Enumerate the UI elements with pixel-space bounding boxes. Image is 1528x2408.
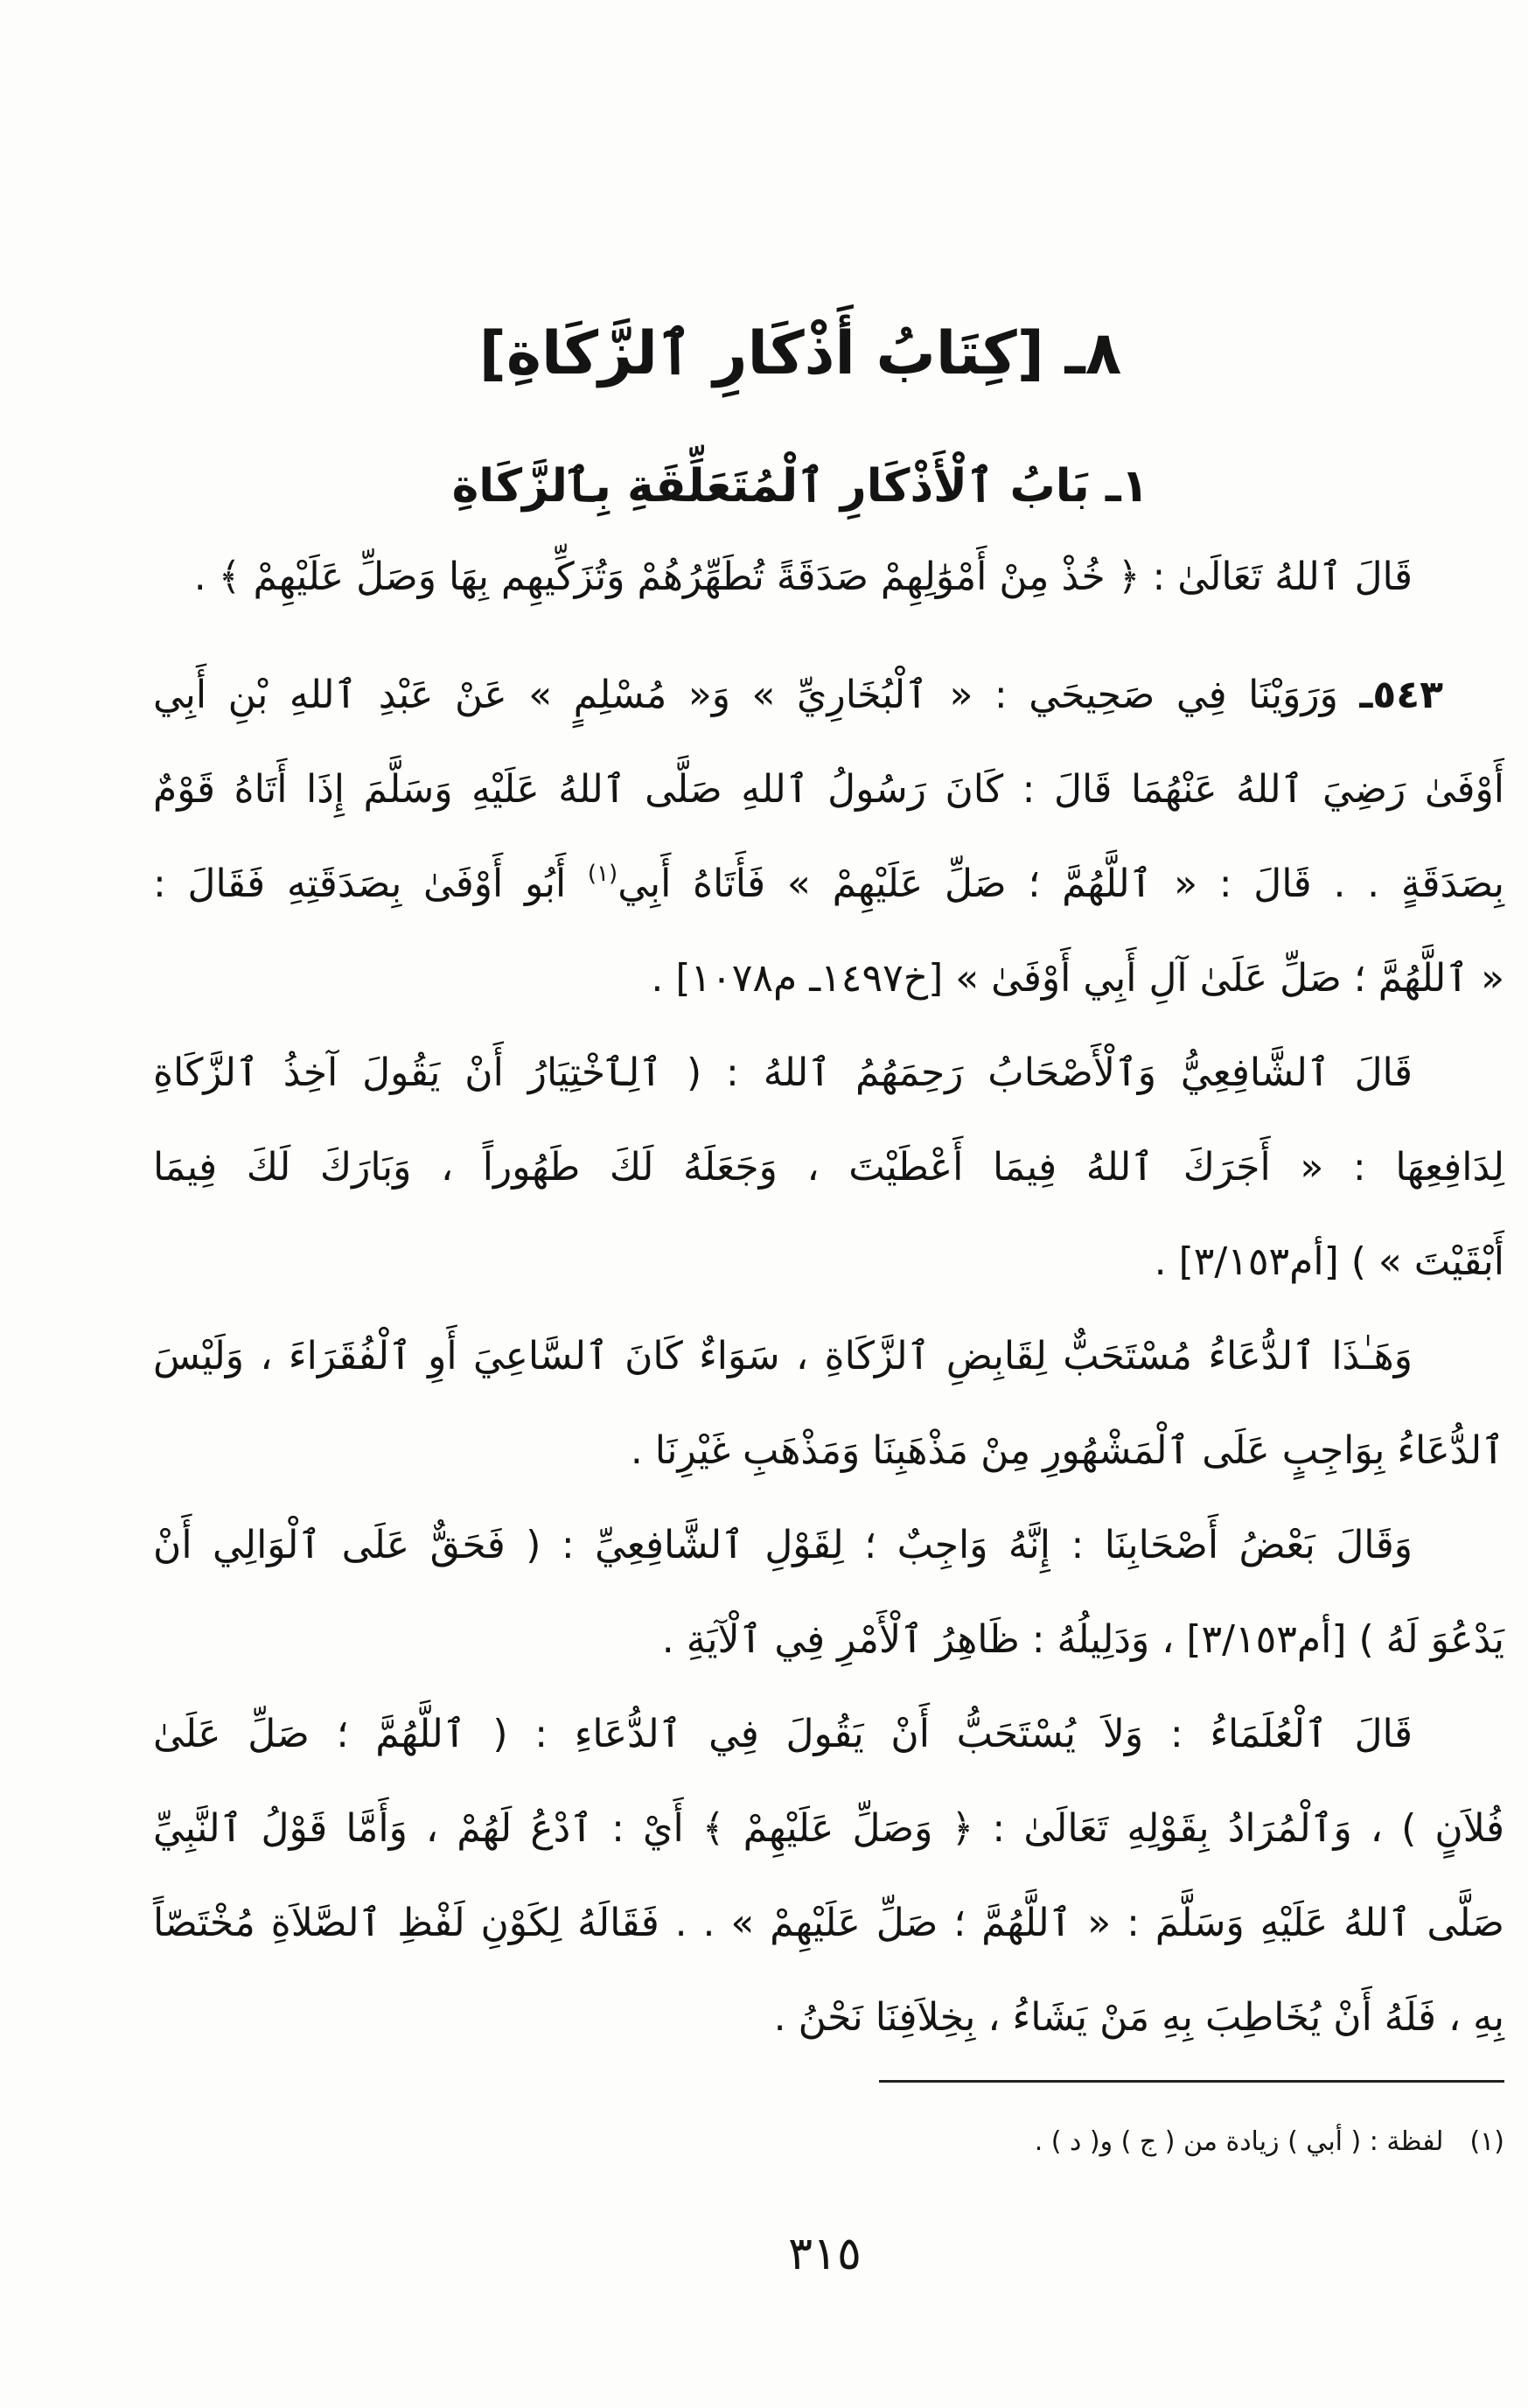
line-text: وَرَوَيْنَا فِي صَحِيحَي : « ٱلْبُخَارِيِّ » وَ« مُسْلِمٍ » عَنْ عَبْدِ ٱللهِ بْنِ أَبِي: [153, 673, 1338, 717]
text-line: « ٱللَّهُمَّ ؛ صَلِّ عَلَىٰ آلِ أَبِي أَوْفَىٰ » [خ١٤٩٧ـ م١٠٧٨] .: [651, 956, 1504, 1001]
paragraph-scholars: [153, 1687, 1504, 2065]
text-line: أَبْقَيْتَ » ) [أم٣/١٥٣] .: [1154, 1239, 1504, 1284]
footnote-marker: (١): [1469, 2126, 1504, 2157]
footnote-text: لفظة : ( أبي ) زيادة من ( ج ) و( د ) .: [1034, 2126, 1444, 2157]
text-line: لِدَافِعِهَا : « أَجَرَكَ ٱللهُ فِيمَا أَعْطَيْتَ ، وَجَعَلَهُ لَكَ طَهُوراً ، وَبَارَكَ لَكَ فِيمَا: [153, 1145, 1504, 1190]
text-line: قَالَ ٱلْعُلَمَاءُ : وَلاَ يُسْتَحَبُّ أَنْ يَقُولَ فِي ٱلدُّعَاءِ : ( ٱللَّهُمَّ ؛ صَلِّ عَلَىٰ: [153, 1712, 1413, 1756]
main-text: [153, 530, 1504, 2065]
footnote-divider: [879, 2080, 1504, 2083]
paragraph-opinion: [153, 1498, 1504, 1687]
text-line: يَدْعُوَ لَهُ ) [أم٣/١٥٣] ، وَدَلِيلُهُ : ظَاهِرُ ٱلْأَمْرِ فِي ٱلْآيَةِ .: [661, 1617, 1504, 1662]
text-line: [153, 648, 1504, 743]
text-line: قَالَ ٱللهُ تَعَالَىٰ : ﴿ خُذْ مِنْ أَمْوَٰلِهِمْ صَدَقَةً تُطَهِّرُهُمْ وَتُزَكِّيهِم بِهَا وَصَلِّ عَلَيْهِمْ ﴾ .: [193, 555, 1413, 599]
text-line: وَقَالَ بَعْضُ أَصْحَابِنَا : إِنَّهُ وَاجِبٌ ؛ لِقَوْلِ ٱلشَّافِعِيِّ : ( فَحَقٌّ عَلَى ٱلْوَالِي أَنْ: [153, 1523, 1413, 1567]
paragraph-supplication: [153, 1309, 1504, 1498]
text-line: فُلاَنٍ ) ، وَٱلْمُرَادُ بِقَوْلِهِ تَعَالَىٰ : ﴿ وَصَلِّ عَلَيْهِمْ ﴾ أَيْ : ٱدْعُ لَهُمْ ، وَأَمَّا قَوْلُ ٱلنَّبِيِّ: [153, 1806, 1504, 1851]
hadith-number: ٥٤٣ـ: [1359, 673, 1443, 717]
text-line: أَوْفَىٰ رَضِيَ ٱللهُ عَنْهُمَا قَالَ : كَانَ رَسُولُ ٱللهِ صَلَّى ٱللهُ عَلَيْهِ وَسَلَّمَ إِذَا أَتَاهُ قَوْمٌ: [153, 767, 1504, 812]
paragraph-hadith: [153, 648, 1504, 1026]
line-text: بِصَدَقَةٍ . . قَالَ : « ٱللَّهُمَّ ؛ صَلِّ عَلَيْهِمْ » فَأَتَاهُ أَبِي: [617, 862, 1504, 906]
paragraph-shafii: [153, 1026, 1504, 1309]
chapter-title: ٨ـ [كِتَابُ أَذْكَارِ ٱلزَّكَاةِ]: [478, 319, 1122, 388]
text-line: بِهِ ، فَلَهُ أَنْ يُخَاطِبَ بِهِ مَنْ يَشَاءُ ، بِخِلاَفِنَا نَحْنُ .: [773, 1995, 1504, 2040]
text-line: [153, 837, 1504, 932]
line-text: أَبُو أَوْفَىٰ بِصَدَقَتِهِ فَقَالَ :: [153, 862, 567, 906]
page-number: ٣١٥: [788, 2228, 862, 2280]
section-title: ١ـ بَابُ ٱلْأَذْكَارِ ٱلْمُتَعَلِّقَةِ بِٱلزَّكَاةِ: [451, 460, 1149, 513]
text-line: قَالَ ٱلشَّافِعِيُّ وَٱلْأَصْحَابُ رَحِمَهُمُ ٱللهُ : ( ٱلِٱخْتِيَارُ أَنْ يَقُولَ آخِذُ ٱلزَّكَاةِ: [153, 1050, 1413, 1095]
footnote: [455, 2120, 1504, 2164]
text-line: ٱلدُّعَاءُ بِوَاجِبٍ عَلَى ٱلْمَشْهُورِ مِنْ مَذْهَبِنَا وَمَذْهَبِ غَيْرِنَا .: [630, 1428, 1504, 1473]
footnote-reference: (١): [587, 861, 618, 887]
text-line: وَهَـٰذَا ٱلدُّعَاءُ مُسْتَحَبٌّ لِقَابِضِ ٱلزَّكَاةِ ، سَوَاءٌ كَانَ ٱلسَّاعِيَ أَوِ ٱلْفُقَرَاءَ ، وَلَيْسَ: [153, 1334, 1413, 1378]
paragraph-verse: [153, 530, 1504, 625]
text-line: صَلَّى ٱللهُ عَلَيْهِ وَسَلَّمَ : « ٱللَّهُمَّ ؛ صَلِّ عَلَيْهِمْ » . . فَقَالَهُ لِكَوْنِ لَفْظِ ٱلصَّلاَةِ مُخْتَصّاً: [153, 1901, 1504, 1945]
